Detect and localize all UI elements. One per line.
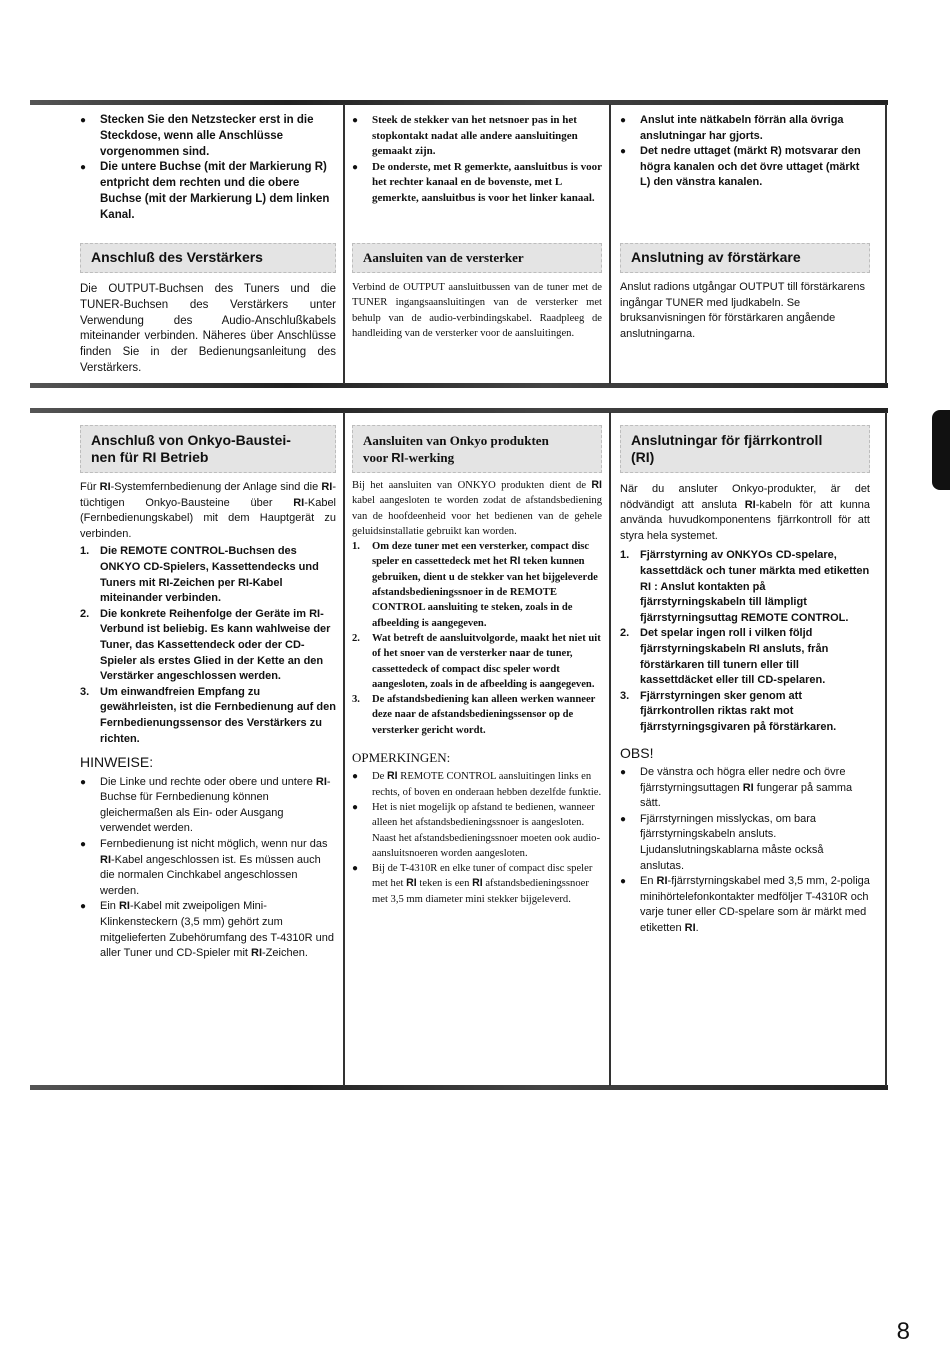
ri-steps-de — [80, 544, 336, 747]
ri-logo: RI — [251, 947, 263, 960]
ri-logo: RI — [744, 498, 756, 511]
top-note-nl-1: ● Steek de stekker van het netsnoer pas in het stopkontakt nadat alle andere aansluitingen gemaakt zijn. — [352, 113, 602, 160]
ri-note-de-2: ● Fernbedienung ist nicht möglich, wenn nur das RI-Kabel angeschlossen ist. Es müssen auch die normalen Cinchkabel angeschlossen werden. — [80, 837, 336, 899]
ri-note-nl-1: ● De RI REMOTE CONTROL aansluitingen links en rechts, of boven en onderaan hebben dezelfde funktie. — [352, 769, 602, 800]
top-note-de-2: ● Die untere Buchse (mit der Markierung R) entpricht dem rechten und die obere Buchse (mit der Markierung L) dem linken Kanal. — [80, 160, 336, 223]
amp-body-de: Die OUTPUT-Buchsen des Tuners und die TUNER-Buchsen des Verstärkers unter Verwendung des Audio-Anschlußkabels miteinander verbinden. Näheres über Anschlüsse finden Sie in der Bedienungsanleitung des Verstärkers. — [80, 283, 336, 374]
ri-notes-de — [80, 775, 336, 962]
ri-content-de — [80, 480, 336, 962]
top-note-sv-1: ● Anslut inte nätkabeln förrän alla övriga anslutningar har gjorts. — [620, 113, 870, 144]
ri-step-sv-1: 1. Fjärrstyrning av ONKYOs CD-spelare, kassettdäck och tuner märkta med etiketten RI : Anslut kontakten på fjärrstyrningskabeln till lämpligt fjärrstyrningsuttag REMOTE CONTROL. — [620, 549, 870, 624]
top-rule-lower — [30, 408, 888, 413]
heading-amp-sv: Anslutning av förstärkare — [620, 243, 870, 273]
ri-step-de-3: 3. Um einwandfreien Empfang zu gewährleisten, ist die Fernbedienung auf den Fernbedienungssensor des Verstärkers zu richten. — [80, 685, 336, 745]
top-notes-nl — [352, 113, 602, 207]
notes-title-de: HINWEISE: — [80, 754, 154, 771]
ri-intro-de: Für RI-Systemfernbedienung der Anlage sind die RI-tüchtigen Onkyo-Bausteine über RI-Kabel (Fernbedienungskabel) mit dem Hauptgerät zu verbinden. — [80, 481, 336, 540]
ri-note-nl-3: ● Bij de T-4310R en elke tuner of compact disc speler met het RI teken is een RI afstandsbedieningssnoer met 3,5 mm diameter mini stekker bijgeleverd. — [352, 861, 602, 907]
ri-logo: RI — [748, 642, 760, 655]
ri-step-nl-2: 2. Wat betreft de aansluitvolgorde, maakt het niet uit of het snoer van de versterker naar de tuner, cassettedeck of compact disc speler wordt aangesloten, zoals in de afbeelding is aangegeven. — [352, 632, 601, 690]
ri-logo: RI — [321, 481, 333, 493]
border-upper-right — [885, 104, 887, 384]
ri-logo: RI — [387, 770, 398, 783]
amp-body-sv: Anslut radions utgångar OUTPUT till förstärkarens ingångar TUNER med ljudkabeln. Se bruksanvisningen för förstärkaren angående anslutningarna. — [620, 281, 865, 340]
ri-steps-sv — [620, 548, 870, 735]
ri-step-de-1: 1. Die REMOTE CONTROL-Buchsen des ONKYO CD-Spielers, Kassettendecks und Tuners mit RI-Zeichen per RI-Kabel miteinander verbinden. — [80, 545, 319, 605]
ri-step-nl-1: 1. Om deze tuner met een versterker, compact disc speler en cassettedeck met het RI teken kunnen gebruiken, dient u de stekker van het bijgeleverde afstandsbedieningssnoer in de REMOTE CONTROL aansluiting te steken, zoals in de afbeelding is aangegeven. — [352, 541, 598, 629]
ri-note-sv-1: ● De vänstra och högra eller nedre och övre fjärrstyrningsuttagen RI fungerar på samma sätt. — [620, 765, 870, 812]
edge-tab-marker — [932, 410, 950, 490]
heading-ri-nl — [352, 425, 602, 473]
divider-upper-1 — [343, 104, 345, 384]
ri-logo: RI — [640, 580, 651, 593]
ri-intro-sv: När du ansluter Onkyo-produkter, är det nödvändigt att ansluta RI-kabeln för att kunna använda huvudkomponentens fjärrkontroll för att styra hela systemet. — [620, 483, 871, 542]
ri-note-de-3: ● Ein RI-Kabel mit zweipoligen Mini-Klinkensteckern (3,5 mm) gehört zum mitgelieferten Zubehörumfang des T-4310R und aller Tuner und CD-Spieler mit RI-Zeichen. — [80, 899, 336, 961]
divider-upper-2 — [609, 104, 611, 384]
heading-ri-nl-line2: voor RI-werking — [363, 450, 455, 465]
heading-ri-de-line2: nen für RI Betrieb — [91, 449, 209, 465]
heading-ri-nl-line1: Aansluiten van Onkyo produkten — [363, 433, 549, 448]
ri-logo: RI — [118, 900, 130, 913]
ri-logo: RI — [309, 607, 321, 620]
ri-notes-nl — [352, 769, 602, 907]
ri-step-nl-3: 3. De afstandsbediening kan alleen werken wanneer deze naar de afstandsbedieningssensor op de versterker gericht wordt. — [352, 694, 596, 736]
notes-title-sv: OBS! — [620, 744, 654, 761]
ri-logo: RI — [99, 481, 111, 493]
top-notes-sv — [620, 113, 870, 191]
ri-logo: RI — [656, 875, 668, 888]
ri-steps-nl — [352, 539, 602, 738]
heading-ri-de-line1: Anschluß von Onkyo-Baustei- — [91, 432, 291, 448]
bottom-rule-upper — [30, 383, 888, 388]
heading-ri-sv — [620, 425, 870, 473]
heading-amp-de: Anschluß des Verstärkers — [80, 243, 336, 273]
divider-lower-2 — [609, 412, 611, 1086]
divider-lower-1 — [343, 412, 345, 1086]
top-note-sv-2: ● Det nedre uttaget (märkt R) motsvarar den högra kanalen och det övre uttaget (märkt L) den vänstra kanalen. — [620, 144, 870, 191]
border-lower-right — [885, 412, 887, 1086]
ri-logo: RI — [237, 576, 249, 589]
ri-step-sv-2: 2. Det spelar ingen roll i vilken följd fjärrstyrningskabeln RI ansluts, från förstärkaren till tunern eller till kassettdäcket eller till CD-spelaren. — [620, 627, 829, 687]
ri-logo: RI — [391, 450, 405, 465]
ri-logo: RI — [158, 576, 170, 589]
ri-logo: RI — [472, 877, 483, 890]
notes-title-nl: OPMERKINGEN: — [352, 750, 451, 766]
ri-logo: RI — [509, 555, 521, 568]
top-note-nl-2: ● De onderste, met R gemerkte, aansluitbus is voor het rechter kanaal en de bovenste, met L gemerkte, aansluitbus is voor het linker kanaal. — [352, 160, 602, 207]
top-rule-upper — [30, 100, 888, 105]
ri-note-sv-2: ● Fjärrstyrningen misslyckas, om bara fjärrstyrningskabeln ansluts. Ljudanslutningskablarna måste också anslutas. — [620, 812, 870, 874]
top-notes-de — [80, 113, 336, 224]
ri-logo: RI — [315, 775, 327, 788]
ri-step-de-2: 2. Die konkrete Reihenfolge der Geräte im RI-Verbund ist beliebig. Es kann wahlweise der Tuner, das Kassettendeck oder der CD-Spieler als erstes Glied in der Kette an den Verstärker angeschlossen werden. — [80, 607, 331, 683]
ri-logo: RI — [591, 479, 602, 491]
ri-logo: RI — [742, 781, 754, 794]
ri-note-nl-2: ● Het is niet mogelijk op afstand te bedienen, wanneer alleen het afstandsbedieningssnoer is aangesloten. Naast het afstandsbedieningssnoer moeten ook audio-aansluitsnoeren worden aangesloten. — [352, 800, 602, 861]
heading-amp-nl: Aansluiten van de versterker — [352, 243, 602, 273]
ri-logo: RI — [684, 922, 696, 935]
top-note-de-1: ● Stecken Sie den Netzstecker erst in die Steckdose, wenn alle Anschlüsse vorgenommen sind. — [80, 113, 336, 160]
ri-logo: RI — [142, 449, 157, 465]
ri-notes-sv — [620, 765, 870, 937]
ri-step-sv-3: 3. Fjärrstyrningen sker genom att fjärrkontrollen riktas rakt mot fjärrstyrningsgivaren på förstärkaren. — [620, 689, 837, 733]
amp-body-nl: Verbind de OUTPUT aansluitbussen van de tuner met de TUNER ingangsaansluitingen van de versterker met behulp van de audio-verbindingskabel. Raadpleeg de handleiding van de versterker voor de aansluitingen. — [352, 282, 602, 339]
ri-content-nl — [352, 478, 602, 907]
ri-content-sv — [620, 482, 870, 937]
page-number: 8 — [896, 1318, 910, 1345]
bottom-rule-lower — [30, 1085, 888, 1090]
ri-logo: RI — [293, 496, 305, 509]
heading-ri-sv-line2: (RI) — [631, 449, 655, 465]
ri-note-de-1: ● Die Linke und rechte oder obere und untere RI-Buchse für Fernbedienung können gleichermaßen als Ein- oder Ausgang verwendet werden. — [80, 775, 336, 837]
ri-intro-nl: Bij het aansluiten van ONKYO produkten dient de RI kabel aangesloten te worden zodat de afstandsbediening van de hoofdeenheid voor het bedienen van de gehele geluidsinstallatie gebruikt kan worden. — [352, 479, 602, 537]
ri-logo: RI — [406, 877, 417, 890]
ri-note-sv-3: ● En RI-fjärrstyrningskabel med 3,5 mm, 2-poliga minihörtelefonkontakter medföljer T-4310R och varje tuner eller CD-spelare som är märkt med etiketten RI. — [620, 874, 870, 936]
heading-ri-sv-line1: Anslutningar för fjärrkontroll — [631, 432, 823, 448]
ri-logo: RI — [100, 853, 111, 866]
heading-ri-de — [80, 425, 336, 473]
